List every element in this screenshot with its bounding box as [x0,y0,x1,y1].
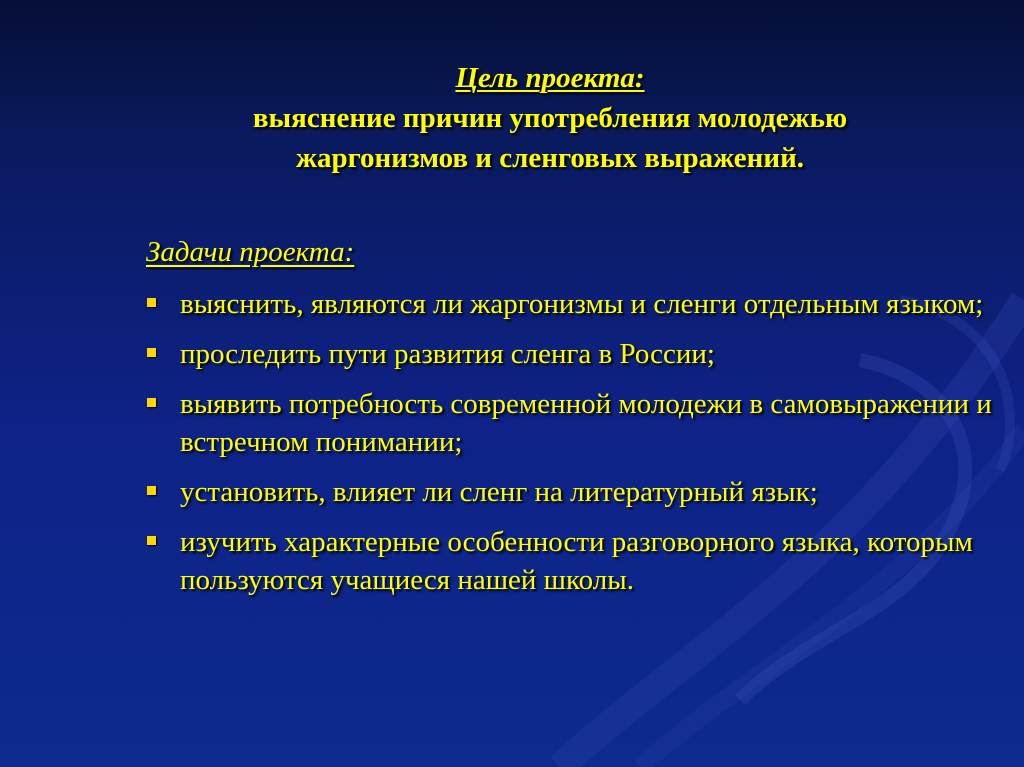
task-text: проследить пути развития сленга в России; [180,338,715,370]
bullet-square-icon [147,536,156,545]
goal-block [120,58,980,178]
goal-line-2: жаргонизмов и сленговых выражений. [295,142,805,174]
task-text: выявить потребность современной молодежи в самовыражении и встречном понимании; [180,388,992,458]
task-text: выяснить, являются ли жаргонизмы и сленги отдельным языком; [180,288,984,320]
task-item [140,473,1000,511]
bullet-square-icon [147,398,156,407]
task-text: изучить характерные особенности разговорного языка, которым пользуются учащиеся нашей школы. [180,526,973,596]
goal-heading: Цель проекта: [455,62,645,94]
bullet-square-icon [147,348,156,357]
tasks-heading: Задачи проекта: [146,236,355,268]
goal-line-1: выяснение причин употребления молодежью [252,102,848,134]
task-item [140,385,1000,461]
task-text: установить, влияет ли сленг на литературный язык; [180,476,818,508]
task-item [140,523,1000,599]
bullet-square-icon [147,486,156,495]
task-list [140,285,1000,611]
bullet-square-icon [147,298,156,307]
task-item [140,335,1000,373]
task-item [140,285,1000,323]
